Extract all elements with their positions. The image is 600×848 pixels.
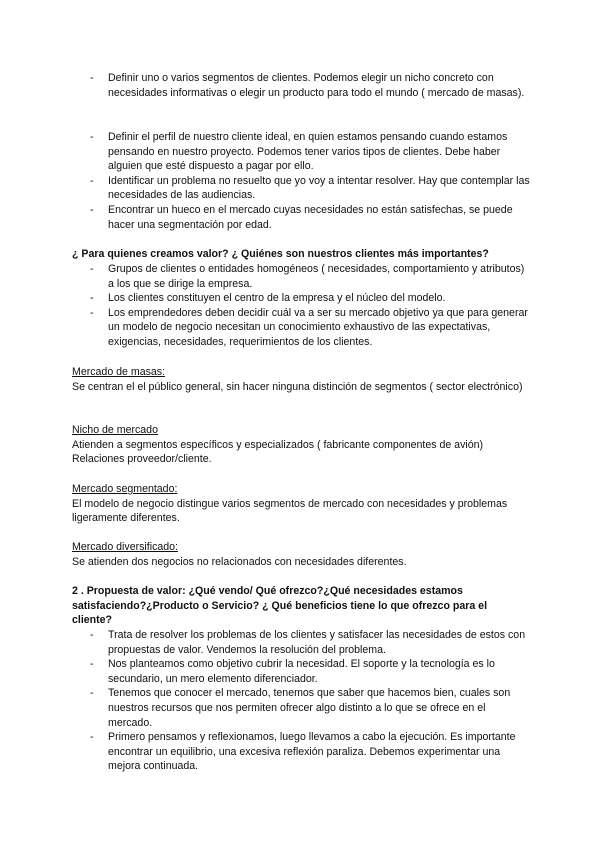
list-item: - Nos planteamos como objetivo cubrir la necesidad. El soporte y la tecnología es lo secundario, un mero elemento diferenciador. bbox=[72, 657, 532, 686]
market-description-segmented: El modelo de negocio distingue varios segmentos de mercado con necesidades y problemas ligeramente diferentes. bbox=[72, 497, 508, 525]
market-term-diversified: Mercado diversificado: bbox=[72, 541, 178, 553]
bullet-list-segments bbox=[72, 71, 532, 100]
market-mass-block bbox=[72, 365, 532, 394]
market-segmented-block bbox=[72, 482, 532, 526]
market-term-niche: Nicho de mercado bbox=[72, 424, 158, 436]
market-description-niche-extra: Relaciones proveedor/cliente. bbox=[72, 453, 212, 466]
list-item: - Identificar un problema no resuelto que yo voy a intentar resolver. Hay que contemplar las necesidades de las audiencias. bbox=[72, 174, 532, 203]
list-item: - Trata de resolver los problemas de los clientes y satisfacer las necesidades de estos con propuestas de valor. Vendemos la resolución del problema. bbox=[72, 628, 532, 657]
list-item: - Definir uno o varios segmentos de clientes. Podemos elegir un nicho concreto con necesidades informativas o elegir un producto para todo el mundo ( mercado de masas). bbox=[72, 71, 532, 100]
list-item: - Definir el perfil de nuestro cliente ideal, en quien estamos pensando cuando estamos pensando en nuestro proyecto. Podemos tener varios tipos de clientes. Debe haber alguien que esté dispuesto a pagar por ello. bbox=[72, 130, 532, 174]
market-term-mass: Mercado de masas: bbox=[72, 366, 166, 378]
market-diversified-block bbox=[72, 540, 532, 569]
list-item: - Los emprendedores deben decidir cuál va a ser su mercado objetivo ya que para generar un modelo de negocio necesitan un conocimiento exhaustivo de las expectativas, exigencias, necesidades, requerimientos de los clientes. bbox=[72, 306, 532, 350]
list-item: - Grupos de clientes o entidades homogéneos ( necesidades, comportamiento y atributos) a los que se dirige la empresa. bbox=[72, 262, 532, 291]
bullet-list-value-proposal bbox=[72, 628, 532, 774]
market-niche-block bbox=[72, 423, 532, 467]
section-heading-value-proposal: 2 . Propuesta de valor: ¿Qué vendo/ Qué ofrezco?¿Qué necesidades estamos satisfaciendo?¿Producto o Servicio? ¿ Qué beneficios tiene lo que ofrezco para el cliente? bbox=[72, 585, 488, 627]
market-term-segmented: Mercado segmentado: bbox=[72, 483, 178, 495]
section-heading-value: ¿ Para quienes creamos valor? ¿ Quiénes son nuestros clientes más importantes? bbox=[72, 248, 489, 260]
market-description-mass: Se centran el el público general, sin hacer ninguna distinción de segmentos ( sector electrónico) bbox=[72, 380, 523, 393]
market-description-niche: Atienden a segmentos específicos y especializados ( fabricante componentes de avión) bbox=[72, 438, 484, 451]
list-item: - Los clientes constituyen el centro de la empresa y el núcleo del modelo. bbox=[72, 291, 532, 306]
market-description-diversified: Se atienden dos negocios no relacionados con necesidades diferentes. bbox=[72, 555, 407, 568]
bullet-list-customer-profile bbox=[72, 130, 532, 232]
bullet-list-value bbox=[72, 262, 532, 350]
list-item: - Encontrar un hueco en el mercado cuyas necesidades no están satisfechas, se puede hacer una segmentación por edad. bbox=[72, 203, 532, 232]
list-item: - Primero pensamos y reflexionamos, luego llevamos a cabo la ejecución. Es importante encontrar un equilibrio, una excesiva reflexión paraliza. Debemos experimentar una mejora continuada. bbox=[72, 730, 532, 774]
list-item: - Tenemos que conocer el mercado, tenemos que saber que hacemos bien, cuales son nuestros recursos que nos permiten ofrecer algo distinto a lo que se ofrece en el mercado. bbox=[72, 686, 532, 730]
